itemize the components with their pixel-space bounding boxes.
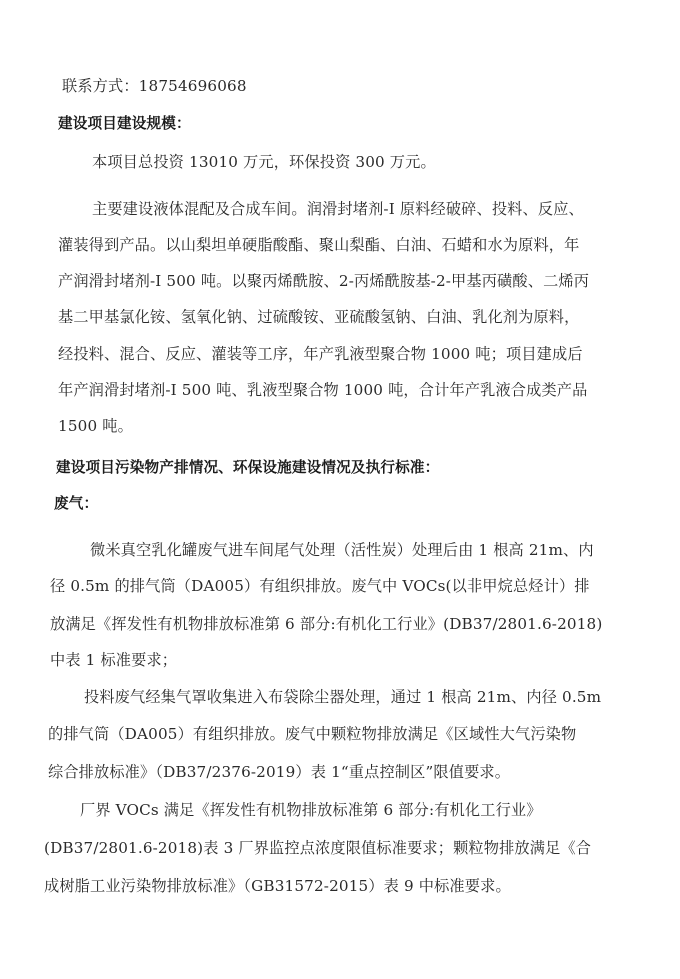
waste-gas-heading: 废气： bbox=[54, 495, 99, 512]
pollution-heading: 建设项目污染物产排情况、环保设施建设情况及执行标准： bbox=[56, 459, 440, 476]
waste-gas-para3-line: 厂界 VOCs 满足《挥发性有机物排放标准第 6 部分:有机化工行业》 bbox=[80, 801, 542, 819]
waste-gas-para2-line: 的排气筒（DA005）有组织排放。废气中颗粒物排放满足《区域性大气污染物 bbox=[48, 725, 577, 743]
scale-para-line: 基二甲基氯化铵、氢氧化钠、过硫酸铵、亚硫酸氢钠、白油、乳化剂为原料， bbox=[58, 308, 580, 326]
scale-para-line: 灌装得到产品。以山梨坦单硬脂酸酯、聚山梨酯、白油、石蜡和水为原料，年 bbox=[58, 236, 580, 254]
scale-para-line: 1500 吨。 bbox=[58, 417, 133, 435]
waste-gas-para3-line: (DB37/2801.6-2018)表 3 厂界监控点浓度限值标准要求；颗粒物排放满足《合 bbox=[44, 839, 592, 857]
investment-line: 本项目总投资 13010 万元，环保投资 300 万元。 bbox=[92, 153, 436, 171]
waste-gas-para1-line: 中表 1 标准要求； bbox=[50, 651, 178, 669]
waste-gas-para1-line: 径 0.5m 的排气筒（DA005）有组织排放。废气中 VOCs(以非甲烷总烃计）排 bbox=[50, 577, 590, 595]
waste-gas-para2-line: 综合排放标准》（DB37/2376-2019）表 1“重点控制区”限值要求。 bbox=[48, 763, 511, 781]
contact-line: 联系方式：18754696068 bbox=[62, 77, 247, 95]
waste-gas-para2-line: 投料废气经集气罩收集进入布袋除尘器处理，通过 1 根高 21m、内径 0.5m bbox=[84, 688, 602, 706]
waste-gas-para1-line: 微米真空乳化罐废气进车间尾气处理（活性炭）处理后由 1 根高 21m、内 bbox=[90, 541, 594, 559]
scale-para-line: 年产润滑封堵剂-I 500 吨、乳液型聚合物 1000 吨，合计年产乳液合成类产品 bbox=[58, 381, 588, 399]
waste-gas-para3-line: 成树脂工业污染物排放标准》（GB31572-2015）表 9 中标准要求。 bbox=[44, 877, 511, 895]
scale-para-line: 经投料、混合、反应、灌装等工序，年产乳液型聚合物 1000 吨；项目建成后 bbox=[58, 345, 583, 363]
waste-gas-para1-line: 放满足《挥发性有机物排放标准第 6 部分:有机化工行业》(DB37/2801.6-2018) bbox=[50, 615, 603, 633]
scale-para-line: 产润滑封堵剂-I 500 吨。以聚丙烯酰胺、2-丙烯酰胺基-2-甲基丙磺酸、二烯丙 bbox=[58, 272, 590, 290]
scale-heading: 建设项目建设规模： bbox=[58, 115, 191, 132]
scale-para-line: 主要建设液体混配及合成车间。润滑封堵剂-I 原料经破碎、投料、反应、 bbox=[92, 200, 584, 218]
